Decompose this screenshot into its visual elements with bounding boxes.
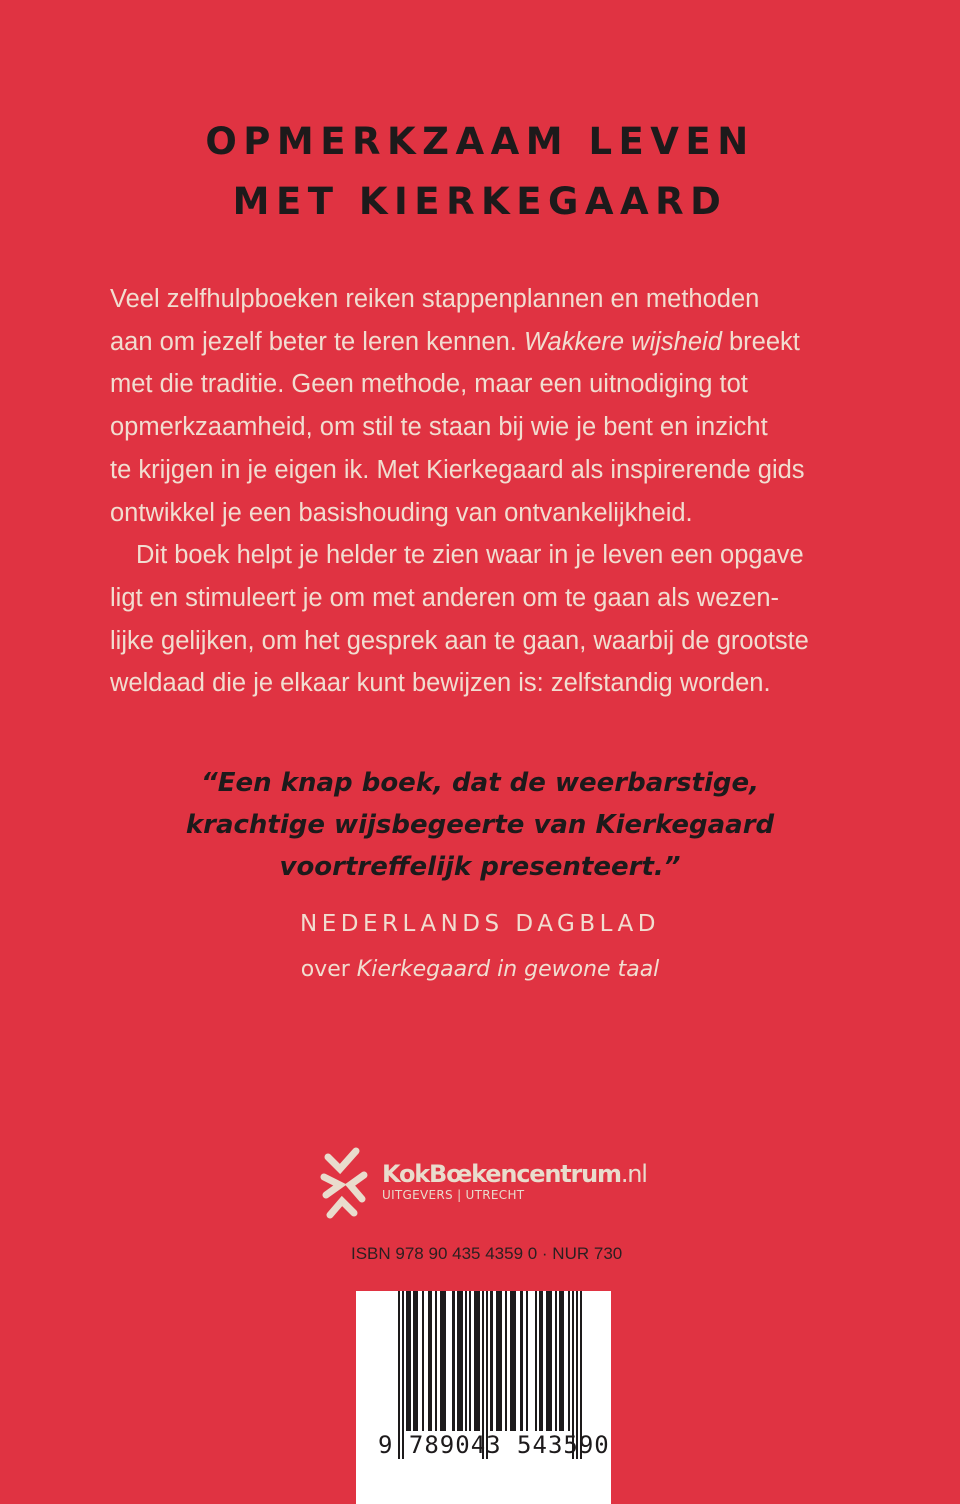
publisher-logo (320, 1147, 647, 1219)
blurb-line: Veel zelfhulpboeken reiken stappenplannen en methoden (110, 285, 760, 313)
blurb-line: ligt en stimuleert je om met anderen om te gaan als wezen- (110, 583, 780, 612)
book-title (0, 112, 960, 232)
quote-line: voortreffelijk presenteert.” (279, 852, 681, 882)
blurb-line: aan om jezelf beter te leren kennen. Wakkere wijsheid breekt (110, 327, 800, 356)
kok-boekencentrum-star-icon (320, 1147, 370, 1219)
publisher-subtitle: UITGEVERS | UTRECHT (382, 1188, 525, 1202)
title-line-2: MET KIERKEGAARD (232, 180, 728, 223)
barcode-digits: 9 789043 543590 (378, 1431, 610, 1459)
review-source: NEDERLANDS DAGBLAD (300, 911, 660, 937)
publisher-text (382, 1161, 647, 1203)
review-source-book: over Kierkegaard in gewone taal (300, 957, 660, 982)
blurb (110, 278, 870, 705)
blurb-line: ontwikkel je een basishouding van ontvankelijkheid. (110, 498, 693, 527)
quote-line: “Een knap boek, dat de weerbarstige, (201, 768, 759, 798)
barcode (356, 1291, 611, 1504)
blurb-line: Dit boek helpt je helder te zien waar in je leven een opgave (136, 541, 804, 570)
blurb-line: weldaad die je elkaar kunt bewijzen is: zelfstandig worden. (110, 669, 771, 698)
title-line-1: OPMERKZAAM LEVEN (205, 120, 755, 163)
blurb-line: opmerkzaamheid, om stil te staan bij wie je bent en inzicht (110, 413, 768, 442)
blurb-line: te krijgen in je eigen ik. Met Kierkegaard als inspirerende gids (110, 455, 805, 484)
publisher-name: KokBœkencentrum.nl (382, 1160, 647, 1188)
book-title-italic: Wakkere wijsheid (523, 327, 722, 356)
quote-line: krachtige wijsbegeerte van Kierkegaard (185, 810, 775, 840)
blurb-line: met die traditie. Geen methode, maar een uitnodiging tot (110, 370, 748, 399)
blurb-line: lijke gelijken, om het gesprek aan te gaan, waarbij de grootste (110, 626, 809, 655)
isbn-line: ISBN 978 90 435 4359 0 · NUR 730 (351, 1244, 623, 1263)
review-quote (0, 762, 960, 888)
